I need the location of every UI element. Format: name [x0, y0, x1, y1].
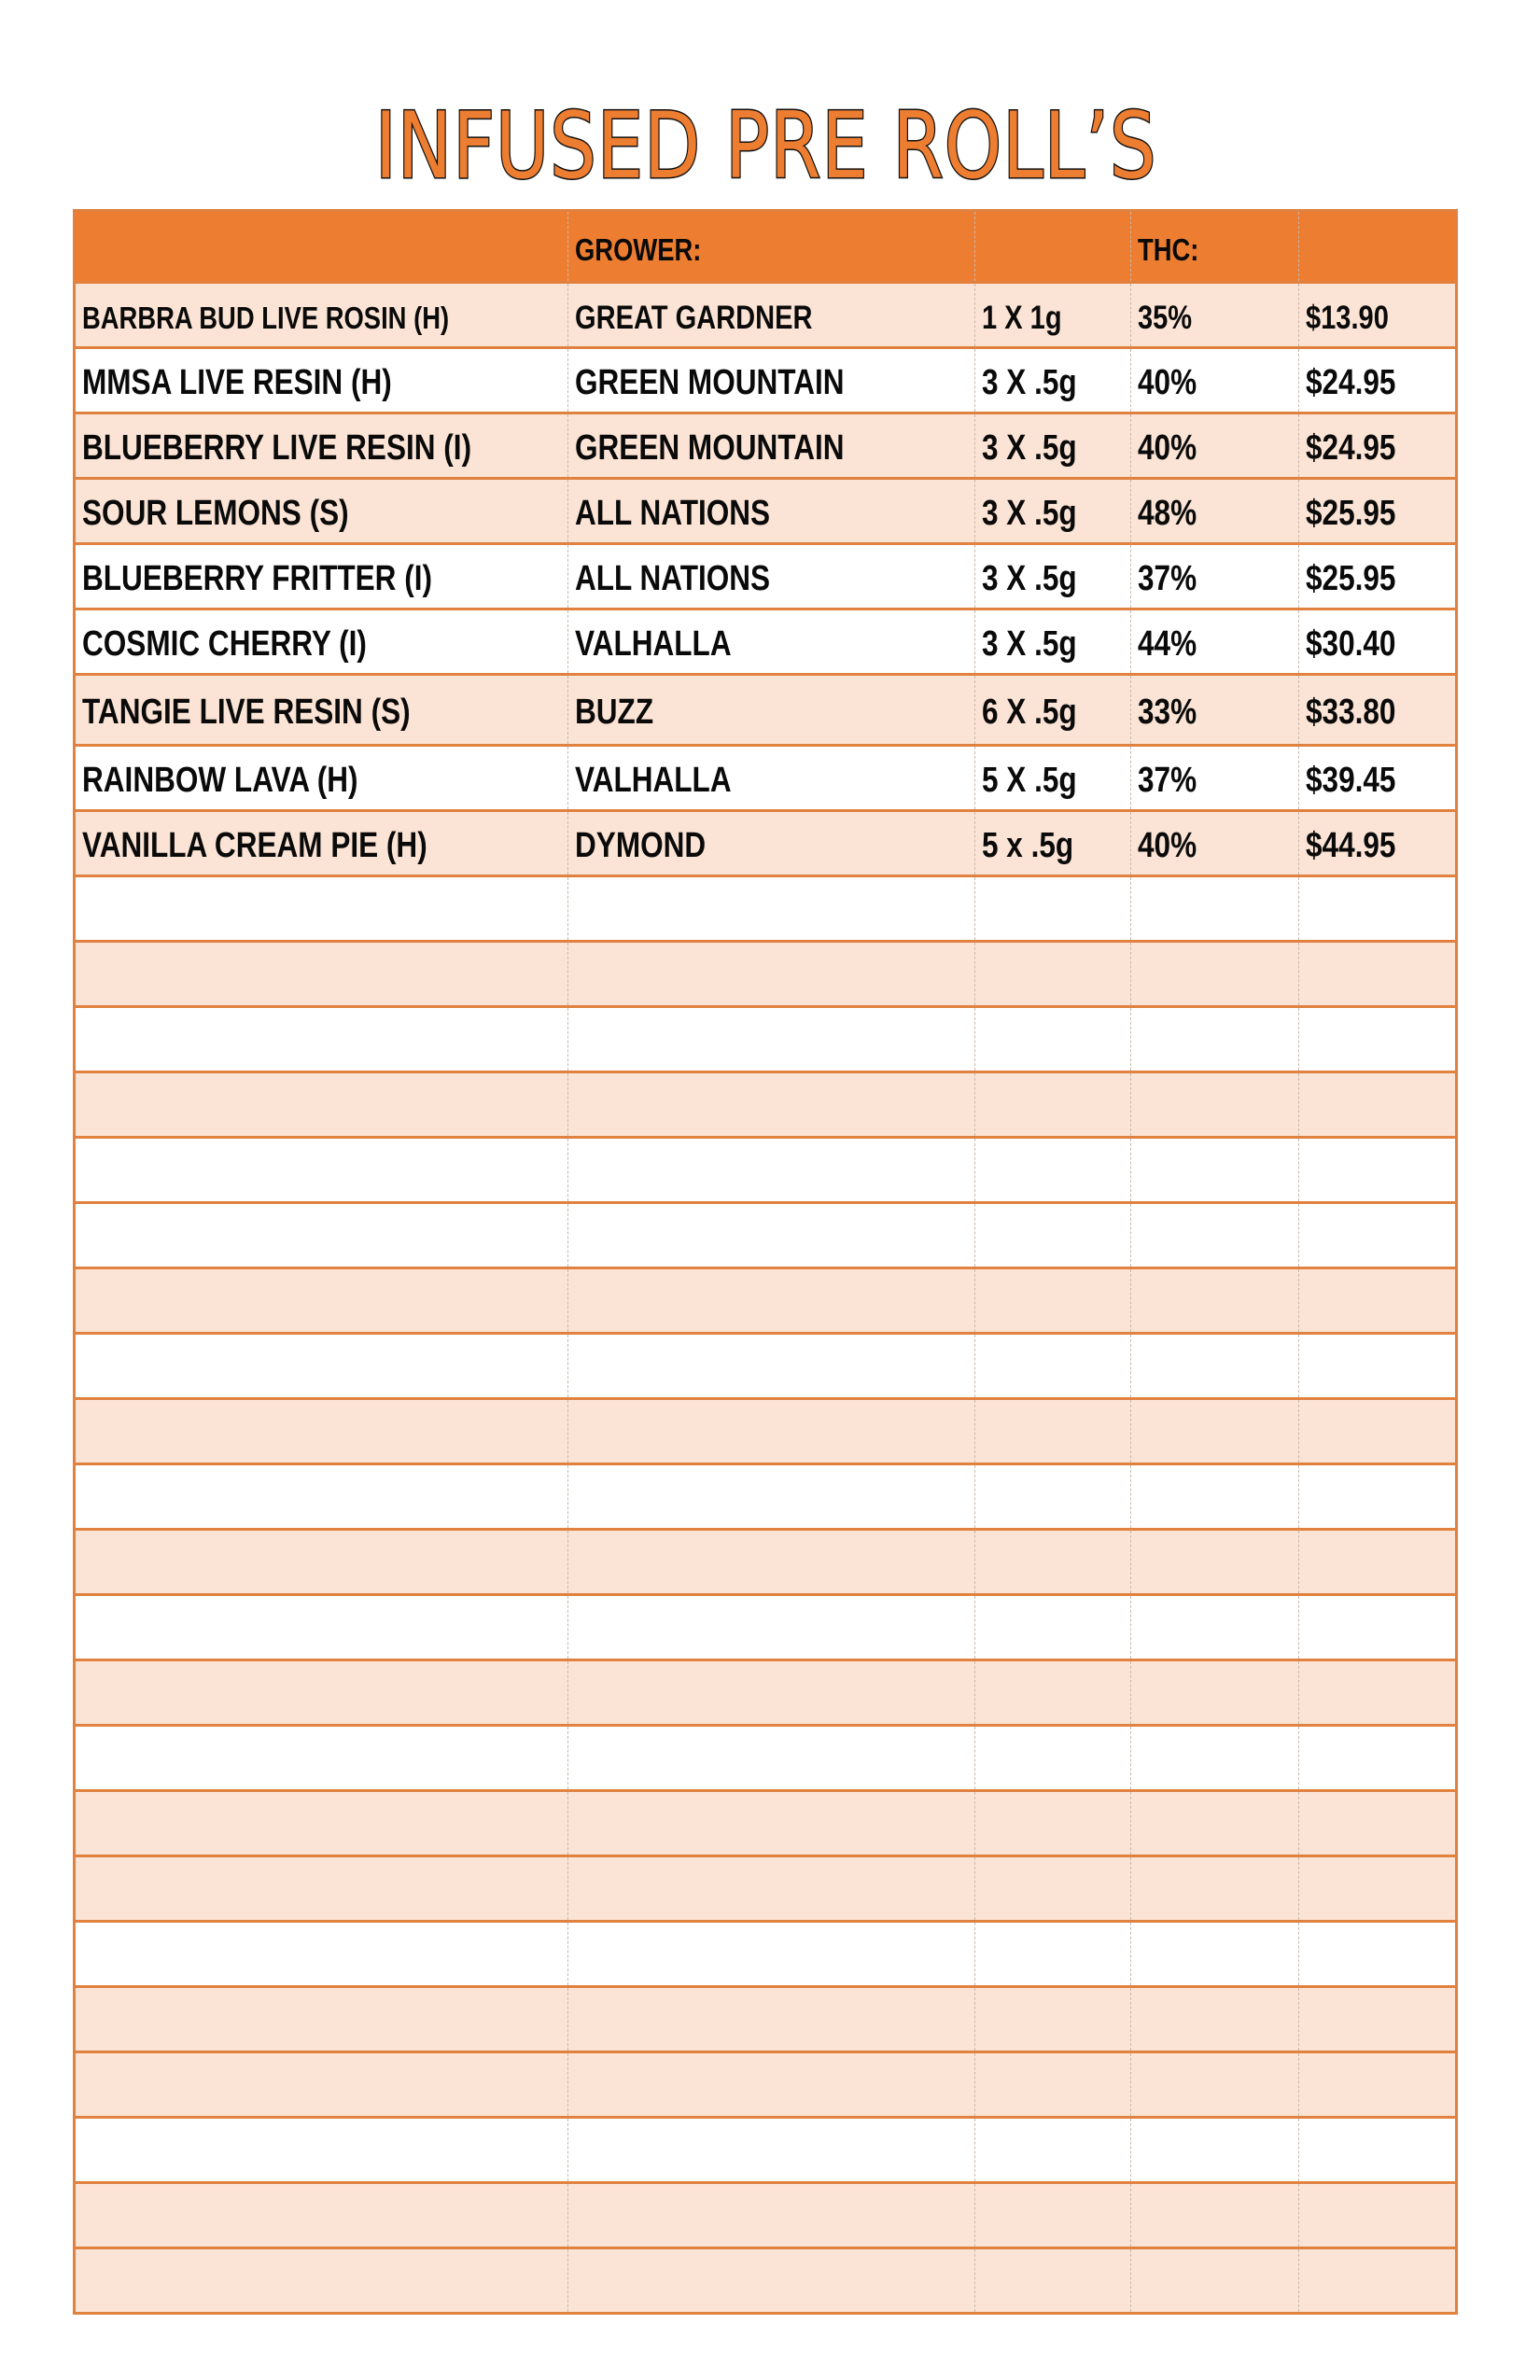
empty-cell [1299, 876, 1457, 942]
empty-table-row [75, 1595, 1457, 1660]
empty-cell [1131, 1660, 1299, 1726]
empty-cell [1299, 1530, 1457, 1595]
grower-cell-text: GREAT GARDNER [575, 299, 813, 336]
header-price [1299, 211, 1457, 283]
empty-cell [75, 2183, 568, 2248]
thc-cell-text: 37% [1138, 761, 1197, 800]
empty-cell [975, 1530, 1131, 1595]
quantity-cell [975, 609, 1131, 675]
page-title-container [0, 95, 1540, 198]
empty-cell [568, 1791, 975, 1856]
product-name-cell-text: BARBRA BUD LIVE ROSIN (H) [82, 300, 450, 335]
table-row [75, 544, 1457, 609]
empty-cell [1299, 1791, 1457, 1856]
product-name-cell [75, 544, 568, 609]
empty-cell [975, 2183, 1131, 2248]
empty-table-row [75, 1530, 1457, 1595]
empty-cell [1299, 1987, 1457, 2052]
empty-cell [568, 1530, 975, 1595]
empty-cell [75, 942, 568, 1007]
empty-cell [568, 1987, 975, 2052]
product-name-cell [75, 348, 568, 413]
empty-cell [975, 942, 1131, 1007]
empty-cell [1131, 1399, 1299, 1464]
empty-cell [75, 1203, 568, 1268]
price-cell-text: $44.95 [1306, 826, 1396, 865]
grower-cell [568, 675, 975, 746]
empty-cell [1299, 1726, 1457, 1791]
empty-cell [1131, 1856, 1299, 1922]
empty-cell [975, 1856, 1131, 1922]
table-row [75, 811, 1457, 876]
grower-cell [568, 746, 975, 811]
empty-cell [1299, 1334, 1457, 1399]
empty-cell [1299, 1595, 1457, 1660]
empty-cell [1131, 1791, 1299, 1856]
empty-table-row [75, 1726, 1457, 1791]
empty-cell [75, 1922, 568, 1987]
empty-cell [75, 1595, 568, 1660]
empty-cell [1131, 1987, 1299, 2052]
table-header-row [75, 211, 1457, 283]
empty-cell [568, 1726, 975, 1791]
quantity-cell-text: 6 X .5g [982, 693, 1077, 732]
empty-cell [568, 1660, 975, 1726]
quantity-cell [975, 348, 1131, 413]
table-row [75, 283, 1457, 348]
empty-cell [568, 1007, 975, 1072]
price-cell-text: $24.95 [1306, 428, 1396, 468]
empty-cell [1299, 1138, 1457, 1203]
table-row [75, 609, 1457, 675]
empty-cell [568, 2183, 975, 2248]
empty-cell [975, 2118, 1131, 2183]
price-cell [1299, 811, 1457, 876]
empty-cell [75, 1464, 568, 1530]
price-cell [1299, 609, 1457, 675]
product-name-cell [75, 746, 568, 811]
empty-table-row [75, 1922, 1457, 1987]
empty-cell [1131, 876, 1299, 942]
empty-cell [75, 2052, 568, 2118]
grower-cell [568, 609, 975, 675]
empty-cell [75, 876, 568, 942]
thc-cell [1131, 675, 1299, 746]
empty-cell [75, 1791, 568, 1856]
thc-cell-text: 40% [1138, 428, 1197, 468]
table-row [75, 746, 1457, 811]
empty-cell [568, 1072, 975, 1138]
thc-cell [1131, 283, 1299, 348]
thc-cell [1131, 348, 1299, 413]
grower-cell [568, 811, 975, 876]
empty-cell [1299, 1072, 1457, 1138]
empty-cell [1299, 1007, 1457, 1072]
thc-cell-text: 37% [1138, 559, 1197, 598]
quantity-cell [975, 283, 1131, 348]
empty-cell [75, 1334, 568, 1399]
thc-cell-text: 33% [1138, 693, 1197, 732]
empty-table-row [75, 1072, 1457, 1138]
empty-table-row [75, 1399, 1457, 1464]
empty-cell [1131, 1268, 1299, 1334]
empty-cell [975, 1072, 1131, 1138]
quantity-cell-text: 3 X .5g [982, 428, 1077, 468]
empty-cell [1131, 1203, 1299, 1268]
empty-table-row [75, 2183, 1457, 2248]
empty-cell [975, 2052, 1131, 2118]
price-cell-text: $39.45 [1306, 761, 1396, 800]
empty-cell [1299, 1660, 1457, 1726]
empty-table-row [75, 1268, 1457, 1334]
header-quantity [975, 211, 1131, 283]
empty-cell [975, 1464, 1131, 1530]
product-name-cell-text: VANILLA CREAM PIE (H) [82, 826, 427, 865]
empty-cell [75, 1987, 568, 2052]
page-title: INFUSED PRE ROLL’S [375, 93, 1157, 200]
price-cell-text: $13.90 [1306, 299, 1389, 336]
empty-cell [975, 2248, 1131, 2314]
grower-cell-text: GREEN MOUNTAIN [575, 363, 845, 402]
grower-cell [568, 348, 975, 413]
grower-cell [568, 544, 975, 609]
product-name-cell-text: MMSA LIVE RESIN (H) [82, 363, 392, 402]
table-body [75, 283, 1457, 2314]
empty-cell [1299, 942, 1457, 1007]
empty-table-row [75, 1138, 1457, 1203]
empty-cell [1299, 2183, 1457, 2248]
empty-cell [1131, 1138, 1299, 1203]
empty-cell [75, 1007, 568, 1072]
empty-cell [75, 1530, 568, 1595]
empty-cell [1131, 2183, 1299, 2248]
thc-cell [1131, 413, 1299, 479]
empty-cell [568, 1268, 975, 1334]
empty-cell [1131, 1922, 1299, 1987]
product-name-cell [75, 609, 568, 675]
empty-cell [1131, 942, 1299, 1007]
product-name-cell [75, 675, 568, 746]
empty-table-row [75, 2118, 1457, 2183]
empty-cell [568, 1334, 975, 1399]
quantity-cell-text: 5 x .5g [982, 826, 1074, 865]
price-cell-text: $30.40 [1306, 624, 1396, 664]
price-cell-text: $25.95 [1306, 494, 1396, 533]
empty-cell [975, 1334, 1131, 1399]
grower-cell [568, 479, 975, 544]
empty-cell [568, 1203, 975, 1268]
empty-cell [1131, 2118, 1299, 2183]
empty-cell [568, 942, 975, 1007]
empty-cell [75, 1856, 568, 1922]
empty-table-row [75, 1660, 1457, 1726]
empty-cell [975, 1987, 1131, 2052]
price-cell [1299, 544, 1457, 609]
table-row [75, 675, 1457, 746]
empty-cell [568, 1138, 975, 1203]
price-cell [1299, 479, 1457, 544]
empty-table-row [75, 2052, 1457, 2118]
thc-cell [1131, 544, 1299, 609]
header-product [75, 211, 568, 283]
product-name-cell [75, 413, 568, 479]
empty-cell [75, 2248, 568, 2314]
price-cell [1299, 283, 1457, 348]
thc-cell-text: 40% [1138, 826, 1197, 865]
empty-cell [975, 1268, 1131, 1334]
quantity-cell-text: 1 X 1g [982, 299, 1062, 336]
empty-cell [975, 1138, 1131, 1203]
product-name-cell-text: TANGIE LIVE RESIN (S) [82, 693, 411, 732]
header-grower: GROWER: [568, 211, 975, 283]
quantity-cell-text: 5 X .5g [982, 761, 1077, 800]
empty-cell [1131, 1072, 1299, 1138]
price-cell-text: $33.80 [1306, 693, 1396, 732]
empty-table-row [75, 942, 1457, 1007]
empty-cell [975, 1595, 1131, 1660]
empty-cell [568, 1856, 975, 1922]
empty-table-row [75, 1007, 1457, 1072]
empty-table-row [75, 876, 1457, 942]
empty-table-row [75, 1334, 1457, 1399]
quantity-cell [975, 413, 1131, 479]
empty-table-row [75, 1987, 1457, 2052]
empty-cell [75, 1072, 568, 1138]
empty-cell [1299, 2118, 1457, 2183]
empty-cell [1131, 2248, 1299, 2314]
empty-cell [1299, 1464, 1457, 1530]
empty-cell [1131, 1726, 1299, 1791]
price-cell-text: $25.95 [1306, 559, 1396, 598]
product-name-cell [75, 283, 568, 348]
grower-cell-text: VALHALLA [575, 624, 732, 664]
empty-cell [975, 1660, 1131, 1726]
quantity-cell [975, 479, 1131, 544]
empty-cell [75, 1399, 568, 1464]
grower-cell-text: VALHALLA [575, 761, 732, 800]
thc-cell-text: 35% [1138, 299, 1193, 336]
empty-cell [975, 1399, 1131, 1464]
empty-cell [1299, 2248, 1457, 2314]
quantity-cell [975, 746, 1131, 811]
empty-cell [1299, 2052, 1457, 2118]
thc-cell [1131, 746, 1299, 811]
product-table [73, 209, 1458, 2315]
empty-table-row [75, 1791, 1457, 1856]
grower-cell [568, 413, 975, 479]
quantity-cell-text: 3 X .5g [982, 494, 1077, 533]
table-row [75, 479, 1457, 544]
empty-cell [568, 2248, 975, 2314]
price-cell-text: $24.95 [1306, 363, 1396, 402]
empty-cell [568, 1922, 975, 1987]
empty-cell [975, 1726, 1131, 1791]
empty-cell [568, 2052, 975, 2118]
empty-cell [1131, 2052, 1299, 2118]
empty-cell [75, 1268, 568, 1334]
thc-cell-text: 40% [1138, 363, 1197, 402]
empty-cell [568, 2118, 975, 2183]
empty-cell [1299, 1399, 1457, 1464]
empty-table-row [75, 2248, 1457, 2314]
empty-cell [975, 1203, 1131, 1268]
quantity-cell-text: 3 X .5g [982, 559, 1077, 598]
empty-cell [975, 1007, 1131, 1072]
empty-cell [568, 876, 975, 942]
empty-cell [568, 1595, 975, 1660]
empty-cell [1131, 1530, 1299, 1595]
empty-table-row [75, 1203, 1457, 1268]
empty-table-row [75, 1464, 1457, 1530]
empty-cell [1131, 1464, 1299, 1530]
empty-cell [75, 1660, 568, 1726]
product-name-cell-text: SOUR LEMONS (S) [82, 494, 349, 533]
empty-cell [975, 876, 1131, 942]
quantity-cell [975, 675, 1131, 746]
grower-cell-text: BUZZ [575, 693, 654, 732]
grower-cell-text: ALL NATIONS [575, 559, 771, 598]
empty-cell [1299, 1856, 1457, 1922]
empty-cell [975, 1791, 1131, 1856]
quantity-cell [975, 811, 1131, 876]
quantity-cell-text: 3 X .5g [982, 624, 1077, 664]
product-name-cell-text: BLUEBERRY LIVE RESIN (I) [82, 428, 472, 468]
thc-cell [1131, 609, 1299, 675]
thc-cell-text: 44% [1138, 624, 1197, 664]
product-name-cell [75, 479, 568, 544]
empty-cell [75, 2118, 568, 2183]
thc-cell [1131, 811, 1299, 876]
empty-cell [1299, 1268, 1457, 1334]
empty-cell [1131, 1595, 1299, 1660]
price-cell [1299, 413, 1457, 479]
grower-cell-text: DYMOND [575, 826, 707, 865]
grower-cell [568, 283, 975, 348]
empty-table-row [75, 1856, 1457, 1922]
thc-cell-text: 48% [1138, 494, 1197, 533]
table-row [75, 413, 1457, 479]
empty-cell [75, 1726, 568, 1791]
empty-cell [568, 1399, 975, 1464]
price-cell [1299, 348, 1457, 413]
empty-cell [1131, 1007, 1299, 1072]
price-cell [1299, 675, 1457, 746]
empty-cell [75, 1138, 568, 1203]
empty-cell [568, 1464, 975, 1530]
thc-cell [1131, 479, 1299, 544]
price-cell [1299, 746, 1457, 811]
product-name-cell [75, 811, 568, 876]
table-row [75, 348, 1457, 413]
empty-cell [1299, 1203, 1457, 1268]
grower-cell-text: ALL NATIONS [575, 494, 771, 533]
product-name-cell-text: RAINBOW LAVA (H) [82, 761, 358, 800]
product-name-cell-text: COSMIC CHERRY (I) [82, 624, 367, 664]
product-name-cell-text: BLUEBERRY FRITTER (I) [82, 559, 432, 598]
grower-cell-text: GREEN MOUNTAIN [575, 428, 845, 468]
empty-cell [1131, 1334, 1299, 1399]
empty-cell [1299, 1922, 1457, 1987]
quantity-cell-text: 3 X .5g [982, 363, 1077, 402]
quantity-cell [975, 544, 1131, 609]
header-thc: THC: [1131, 211, 1299, 283]
empty-cell [975, 1922, 1131, 1987]
